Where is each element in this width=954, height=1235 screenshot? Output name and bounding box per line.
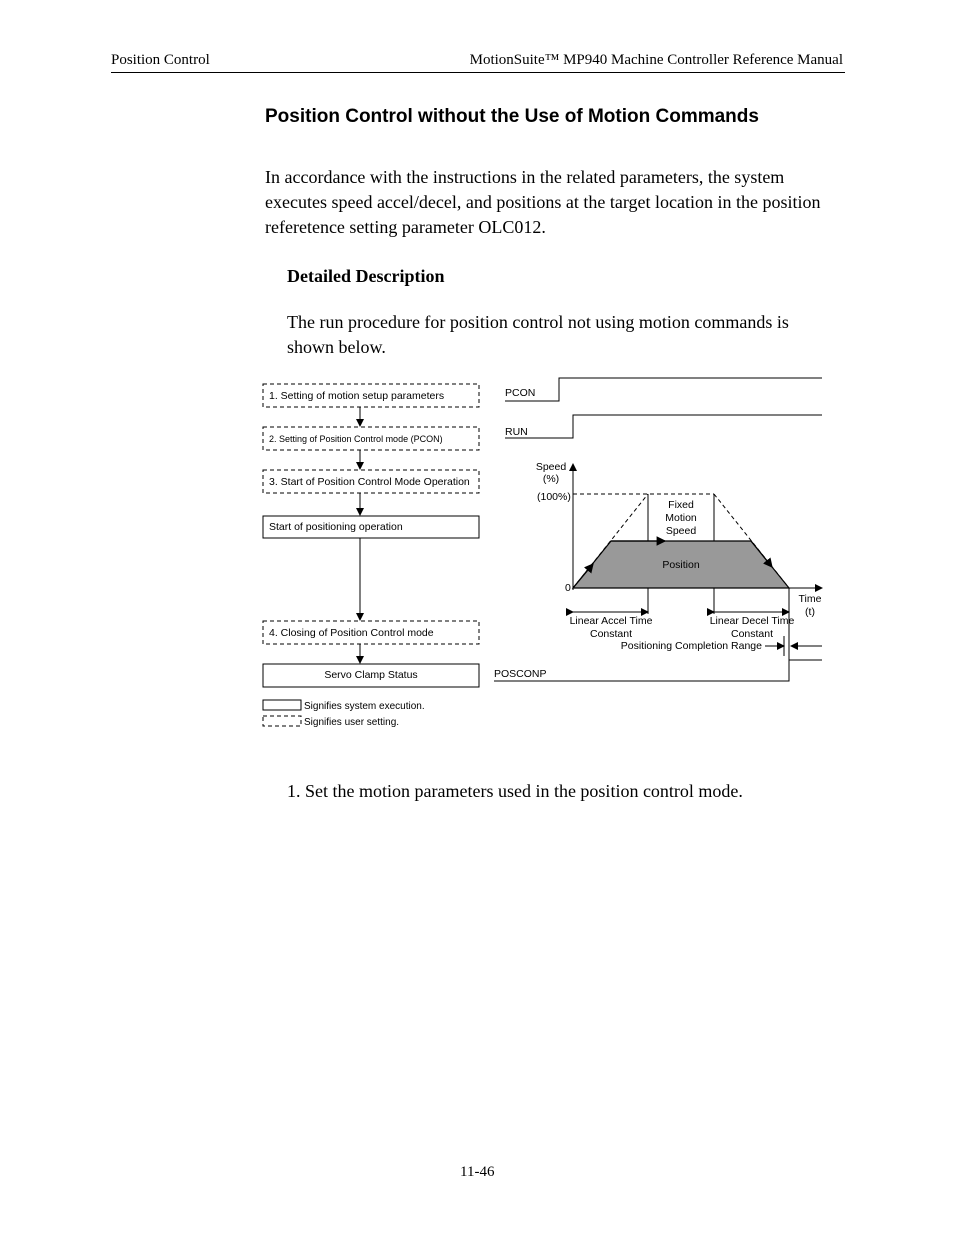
header-manual-title: MotionSuite™ MP940 Machine Controller Reference Manual	[469, 52, 843, 68]
flow-step-label: 4. Closing of Position Control mode	[269, 627, 434, 639]
description-line: The run procedure for position control not using motion commands is	[287, 312, 789, 332]
subheading: Detailed Description	[287, 266, 445, 286]
flowchart	[263, 384, 479, 728]
accel-time-label: Linear Accel Time	[569, 615, 653, 627]
intro-line: executes speed accel/decel, and positions at the target location in the position	[265, 192, 821, 212]
time-axis-label: Time	[798, 593, 822, 605]
decel-time-label: Linear Decel Time	[709, 615, 795, 627]
posconp-label: POSCONP	[494, 668, 547, 680]
description-line: shown below.	[287, 337, 386, 357]
flow-step-label: 2. Setting of Position Control mode (PCON)	[269, 434, 443, 444]
flow-step-label: 1. Setting of motion setup parameters	[269, 390, 445, 402]
speed-zero-label: 0	[565, 582, 571, 594]
run-signal	[505, 415, 822, 438]
flow-step-label: 3. Start of Position Control Mode Operation	[269, 476, 470, 488]
pcon-signal	[505, 378, 822, 401]
time-axis-unit: (t)	[805, 606, 815, 618]
legend-solid-box	[263, 700, 301, 710]
timing-chart	[494, 378, 822, 681]
position-label: Position	[662, 559, 700, 571]
fixed-speed-label: Motion	[665, 512, 697, 524]
pcon-label: PCON	[505, 387, 536, 399]
accel-time-label: Constant	[589, 628, 633, 640]
flow-step-label: Start of positioning operation	[269, 521, 403, 533]
speed-max-label: (100%)	[537, 491, 571, 503]
fixed-speed-label: Speed	[665, 525, 697, 537]
run-label: RUN	[505, 426, 528, 438]
fixed-speed-label: Fixed	[668, 499, 694, 511]
page-title: Position Control without the Use of Motion Commands	[265, 106, 759, 127]
header-section: Position Control	[111, 52, 210, 68]
intro-line: In accordance with the instructions in the related parameters, the system	[265, 167, 785, 187]
page-number: 11-46	[460, 1164, 495, 1180]
decel-time-label: Constant	[730, 628, 774, 640]
completion-range-label: Positioning Completion Range	[620, 640, 762, 652]
legend-dashed-box	[263, 716, 301, 726]
legend-user-label: Signifies user setting.	[304, 717, 400, 728]
legend-system-label: Signifies system execution.	[304, 701, 425, 712]
speed-axis-label: Speed	[535, 461, 567, 473]
speed-axis-unit: (%)	[542, 473, 560, 485]
flow-step-label: Servo Clamp Status	[324, 669, 418, 681]
intro-line: referetence setting parameter OLC012.	[265, 217, 546, 237]
step-1-text: 1. Set the motion parameters used in the position control mode.	[287, 781, 743, 801]
